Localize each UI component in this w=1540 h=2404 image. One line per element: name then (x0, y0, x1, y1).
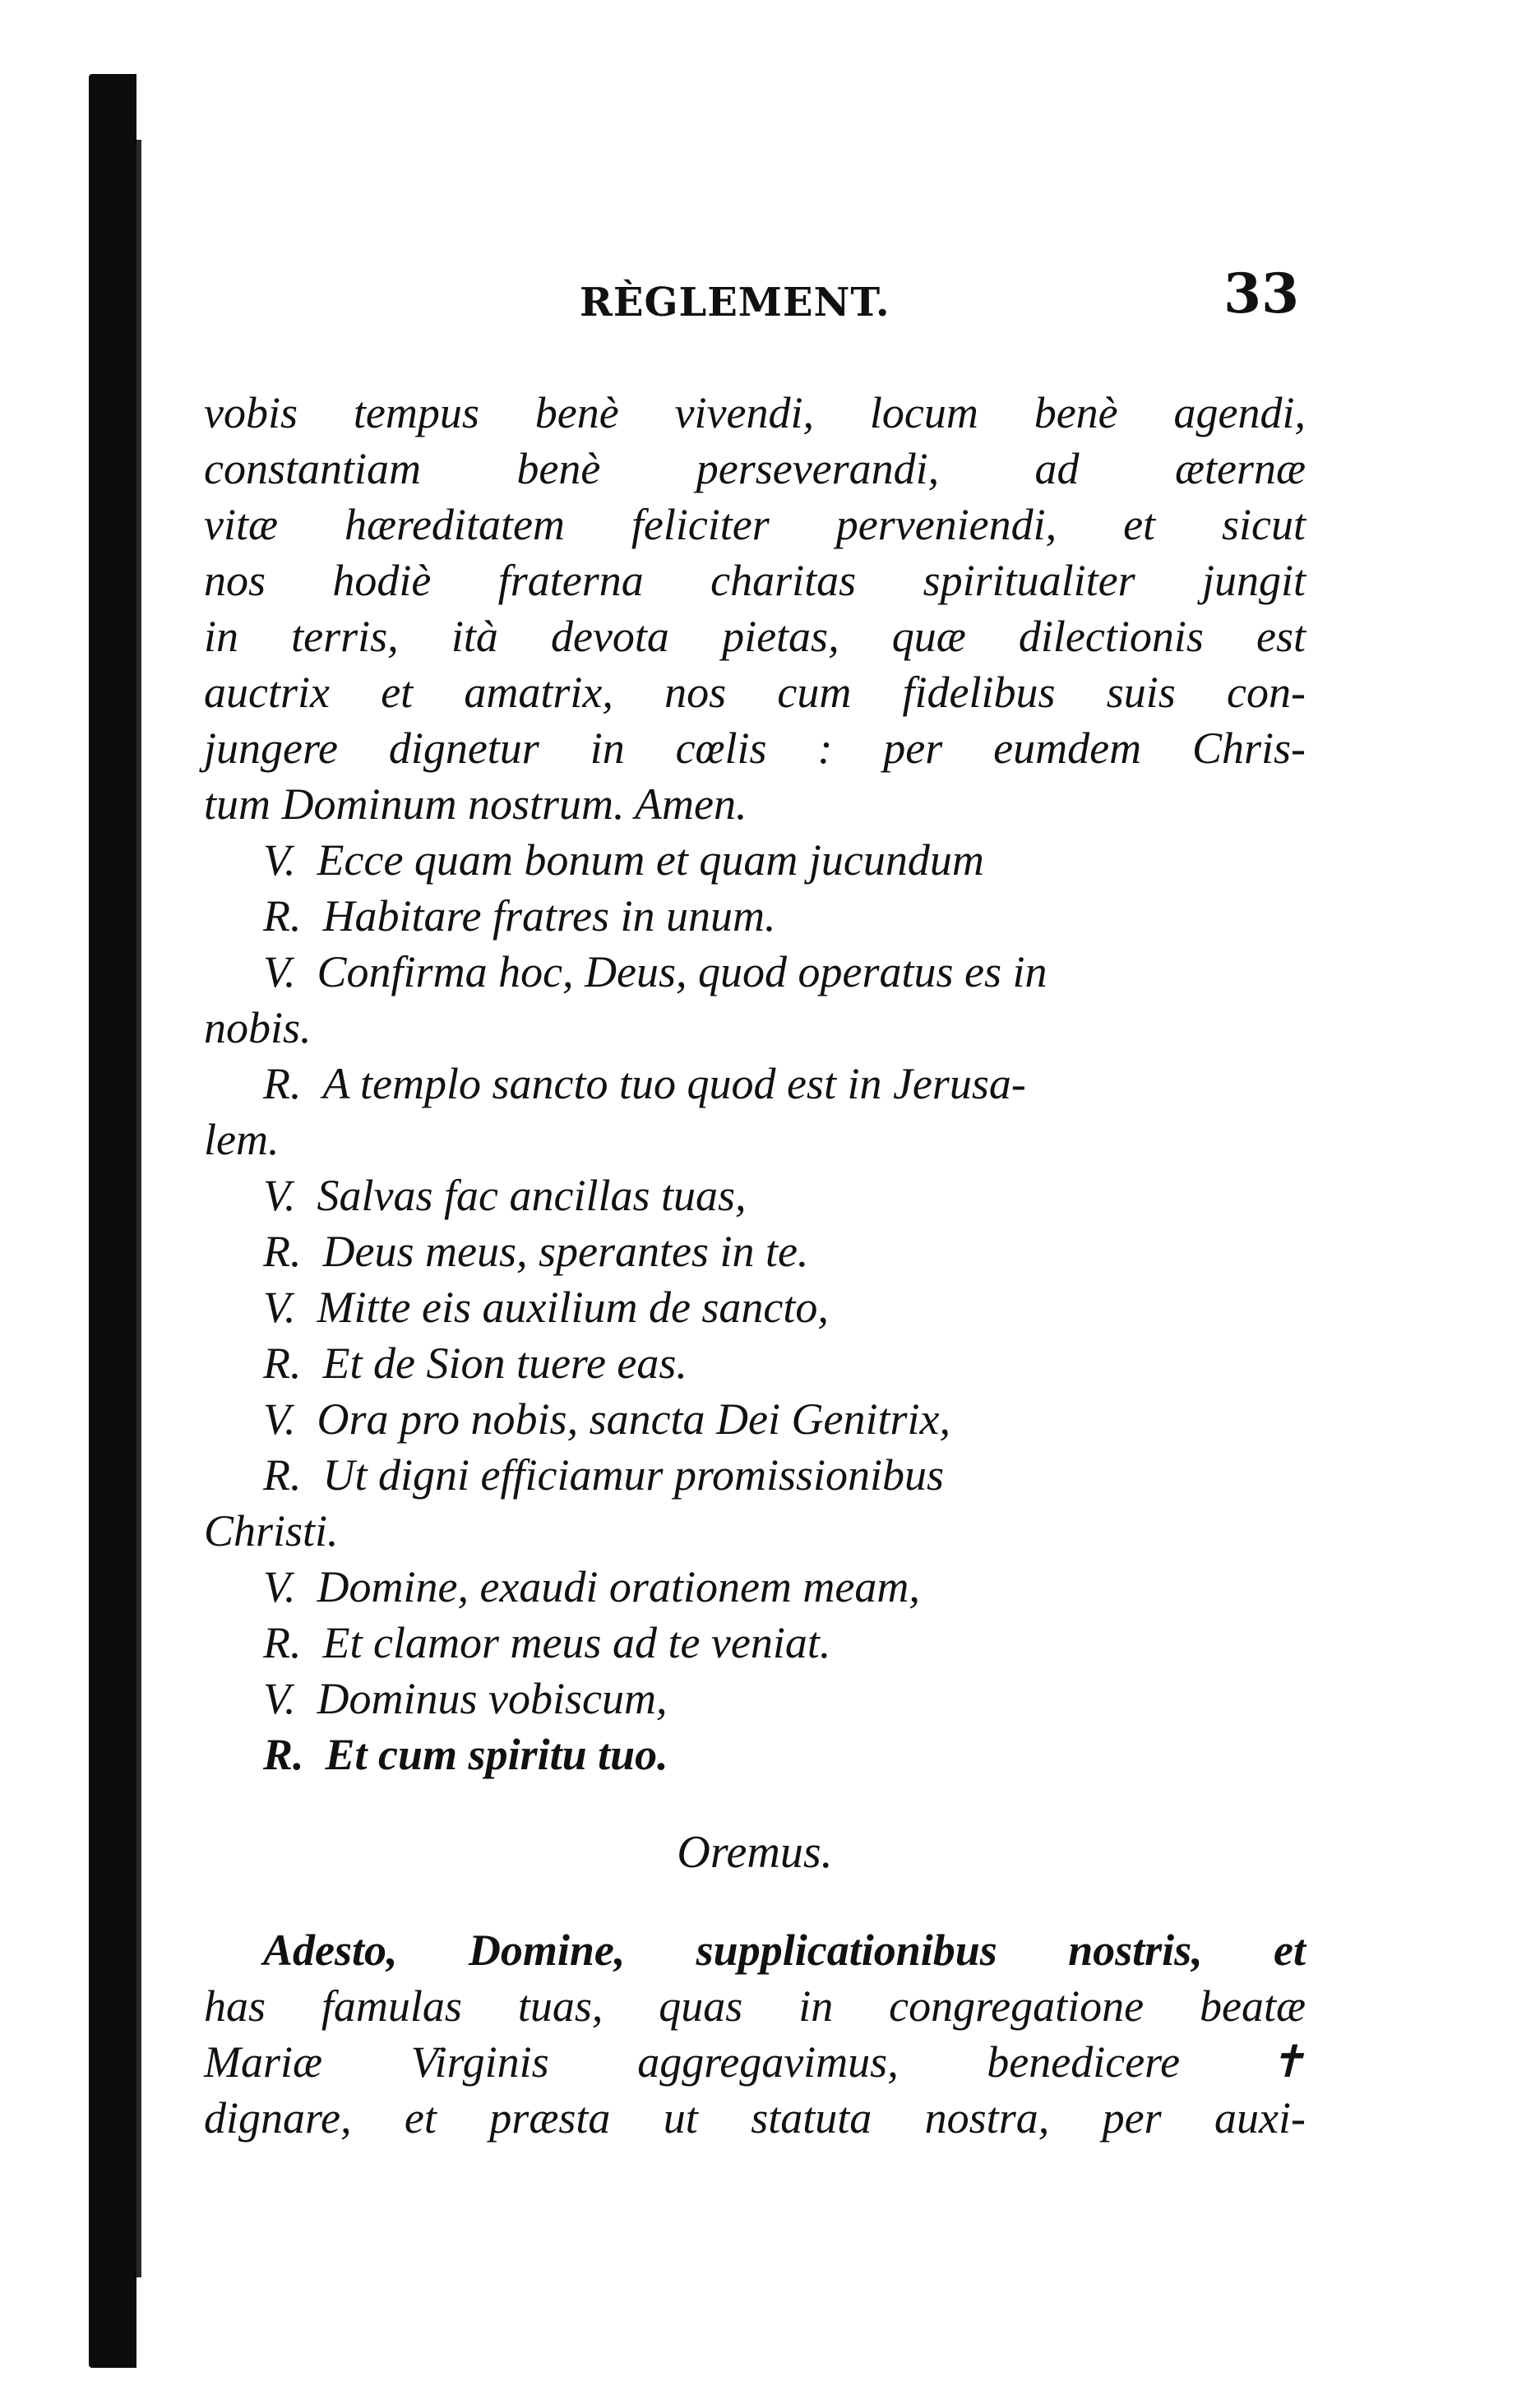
response-line (204, 1056, 1306, 1112)
versicle-mark: V. (263, 947, 296, 996)
text-line: vitæ hæreditatem feliciter perveniendi, et sicut (204, 500, 1306, 549)
response-mark: R. (263, 1227, 302, 1276)
continuation-text: nobis. (204, 1003, 312, 1052)
page-header (206, 261, 1299, 335)
response-text: Et de Sion tuere eas. (322, 1338, 687, 1388)
text-line: nos hodiè fraterna charitas spiritualiter jungit (204, 556, 1306, 605)
text-line: dignare, et præsta ut statuta nostra, per auxi- (204, 2093, 1306, 2143)
versicles-list (204, 832, 1306, 1782)
versicle-line (204, 1167, 1306, 1223)
prayer-paragraph (204, 1922, 1306, 2146)
response-text: Habitare fratres in unum. (322, 891, 776, 941)
response-line (204, 1447, 1306, 1503)
response-text: Et clamor meus ad te veniat. (322, 1618, 831, 1667)
response-text: Ut digni efficiamur promissionibus (322, 1450, 945, 1500)
continuation-text: Christi. (204, 1506, 339, 1556)
versicle-text: Ecce quam bonum et quam jucundum (317, 835, 984, 885)
versicle-line (204, 832, 1306, 888)
book-binding-edge (89, 74, 136, 2368)
continuation-line (204, 1000, 1306, 1056)
versicle-mark: V. (263, 1562, 296, 1611)
response-mark: R. (263, 891, 302, 941)
text-line: auctrix et amatrix, nos cum fidelibus suis con- (204, 668, 1306, 717)
versicle-line (204, 1559, 1306, 1615)
response-mark: R. (263, 1338, 302, 1388)
text-line: constantiam benè perseverandi, ad æternæ (204, 444, 1306, 493)
versicle-mark: V. (263, 1171, 296, 1220)
response-mark: R. (263, 1450, 302, 1500)
response-text: Et cum spiritu tuo. (325, 1730, 668, 1779)
page-body (204, 385, 1306, 2146)
response-line (204, 1335, 1306, 1391)
response-text: A templo sancto tuo quod est in Jerusa- (322, 1059, 1026, 1108)
versicle-text: Confirma hoc, Deus, quod operatus es in (317, 947, 1047, 996)
versicle-text: Dominus vobiscum, (317, 1674, 668, 1723)
versicle-text: Salvas fac ancillas tuas, (317, 1171, 747, 1220)
versicle-line (204, 1391, 1306, 1447)
continuation-line (204, 1112, 1306, 1167)
oremus-heading: Oremus. (677, 1827, 833, 1878)
versicle-text: Domine, exaudi orationem meam, (317, 1562, 920, 1611)
response-text: Deus meus, sperantes in te. (322, 1227, 809, 1276)
response-line (204, 1223, 1306, 1279)
continuation-text: lem. (204, 1115, 280, 1164)
continuation-line (204, 1503, 1306, 1559)
text-line: Adesto, Domine, supplicationibus nostris, et (263, 1926, 1306, 1975)
versicle-text: Mitte eis auxilium de sancto, (317, 1283, 829, 1332)
versicle-line (204, 1279, 1306, 1335)
versicle-mark: V. (263, 1283, 296, 1332)
text-line: in terris, ità devota pietas, quæ dilectionis est (204, 612, 1306, 661)
versicle-mark: V. (263, 1394, 296, 1444)
response-mark: R. (263, 1059, 302, 1108)
response-line (204, 888, 1306, 944)
versicle-line (204, 944, 1306, 1000)
text-line: tum Dominum nostrum. Amen. (204, 779, 747, 829)
text-line: has famulas tuas, quas in congregatione beatæ (204, 1981, 1306, 2031)
text-line: Mariæ Virginis aggregavimus, benedicere ✝ (204, 2037, 1306, 2087)
text-line: vobis tempus benè vivendi, locum benè agendi, (204, 388, 1306, 437)
response-line (204, 1615, 1306, 1671)
response-mark: R. (263, 1618, 302, 1667)
versicle-mark: V. (263, 1674, 296, 1723)
response-mark: R. (263, 1730, 304, 1779)
page-number: 33 (1223, 261, 1299, 326)
text-line: jungere dignetur in cœlis : per eumdem Chris- (204, 724, 1306, 773)
response-line (204, 1727, 1306, 1782)
versicle-mark: V. (263, 835, 296, 885)
running-head: RÈGLEMENT. (580, 280, 890, 326)
versicle-text: Ora pro nobis, sancta Dei Genitrix, (317, 1394, 950, 1444)
paragraph-text (204, 385, 1306, 832)
versicle-line (204, 1671, 1306, 1727)
